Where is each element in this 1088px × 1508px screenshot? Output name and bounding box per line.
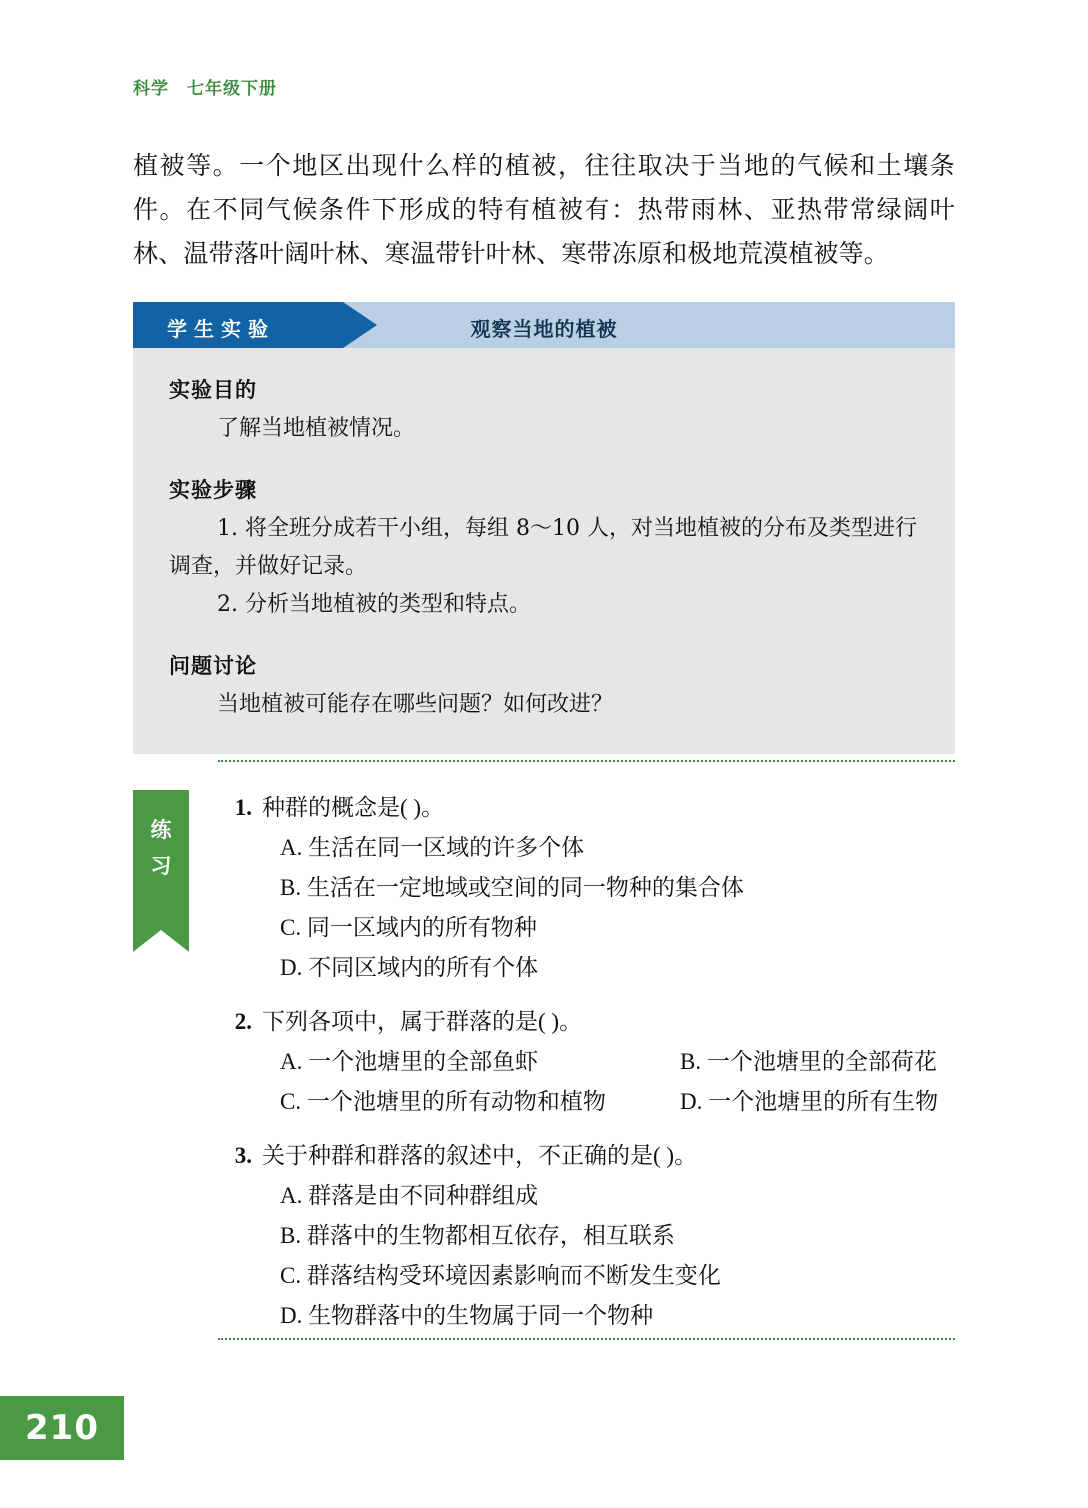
exercises-ribbon-char-2: 习 bbox=[150, 854, 172, 878]
exercises-ribbon-char-1: 练 bbox=[150, 818, 172, 842]
list-item bbox=[218, 788, 955, 988]
exercise-option-a: A. 生活在同一区域的许多个体 bbox=[280, 835, 585, 860]
exercise-option-b: B. 生活在一定地域或空间的同一物种的集合体 bbox=[280, 875, 744, 900]
experiment-purpose-text: 了解当地植被情况。 bbox=[217, 416, 416, 441]
exercise-number: 3. bbox=[234, 1143, 252, 1168]
exercise-question bbox=[218, 1136, 955, 1176]
exercise-number: 2. bbox=[234, 1009, 252, 1034]
exercise-number: 1. bbox=[234, 795, 252, 820]
exercise-question-text: 下列各项中，属于群落的是( )。 bbox=[262, 1009, 583, 1034]
exercise-options bbox=[218, 1042, 955, 1122]
exercise-options bbox=[218, 1176, 955, 1336]
list-item bbox=[218, 1136, 955, 1336]
exercises-top-divider bbox=[218, 760, 955, 762]
exercise-option-a: A. 群落是由不同种群组成 bbox=[280, 1183, 539, 1208]
exercise-option-d: D. 一个池塘里的所有生物 bbox=[680, 1089, 939, 1114]
exercise-question-text: 关于种群和群落的叙述中，不正确的是( )。 bbox=[262, 1143, 698, 1168]
experiment-step-2: 2. 分析当地植被的类型和特点。 bbox=[217, 592, 531, 617]
experiment-discussion-text: 当地植被可能存在哪些问题？如何改进？ bbox=[217, 692, 614, 717]
experiment-tag-label: 学生实验 bbox=[167, 317, 275, 341]
page-number: 210 bbox=[0, 1396, 124, 1460]
experiment-box bbox=[133, 302, 955, 754]
experiment-discussion-heading: 问题讨论 bbox=[169, 654, 257, 678]
exercises-ribbon-notch-icon bbox=[133, 930, 189, 952]
experiment-steps-heading: 实验步骤 bbox=[169, 478, 257, 502]
exercise-option-a: A. 一个池塘里的全部鱼虾 bbox=[280, 1049, 539, 1074]
body-paragraph: 植被等。一个地区出现什么样的植被，往往取决于当地的气候和土壤条件。在不同气候条件下形成的特有植被有：热带雨林、亚热带常绿阔叶林、温带落叶阔叶林、寒温带针叶林、寒带冻原和极地荒漠植被等。 bbox=[133, 151, 955, 268]
running-head-subject: 科学 bbox=[133, 79, 169, 99]
experiment-step-1: 1. 将全班分成若干小组，每组 8～10 人，对当地植被的分布及类型进行调查，并做好记录。 bbox=[169, 516, 917, 579]
exercise-option-c: C. 一个池塘里的所有动物和植物 bbox=[280, 1089, 606, 1114]
exercise-option-d: D. 生物群落中的生物属于同一个物种 bbox=[280, 1303, 654, 1328]
exercise-option-c: C. 群落结构受环境因素影响而不断发生变化 bbox=[280, 1263, 721, 1288]
exercise-option-c: C. 同一区域内的所有物种 bbox=[280, 915, 537, 940]
experiment-body bbox=[133, 348, 955, 754]
exercises-ribbon-label bbox=[133, 812, 189, 884]
experiment-header bbox=[133, 302, 955, 348]
exercise-option-b: B. 一个池塘里的全部荷花 bbox=[680, 1049, 937, 1074]
running-head-grade: 七年级下册 bbox=[187, 79, 277, 99]
exercise-question bbox=[218, 1002, 955, 1042]
experiment-title: 观察当地的植被 bbox=[470, 317, 618, 341]
running-head bbox=[133, 74, 277, 99]
list-item bbox=[218, 1002, 955, 1122]
exercise-option-d: D. 不同区域内的所有个体 bbox=[280, 955, 539, 980]
exercises-list bbox=[218, 788, 955, 1350]
experiment-purpose-heading: 实验目的 bbox=[169, 378, 257, 402]
exercise-options bbox=[218, 828, 955, 988]
exercise-option-b: B. 群落中的生物都相互依存，相互联系 bbox=[280, 1223, 675, 1248]
exercise-question-text: 种群的概念是( )。 bbox=[262, 795, 445, 820]
exercise-option-row bbox=[280, 1042, 955, 1082]
exercise-question bbox=[218, 788, 955, 828]
exercise-option-row bbox=[280, 1082, 955, 1122]
